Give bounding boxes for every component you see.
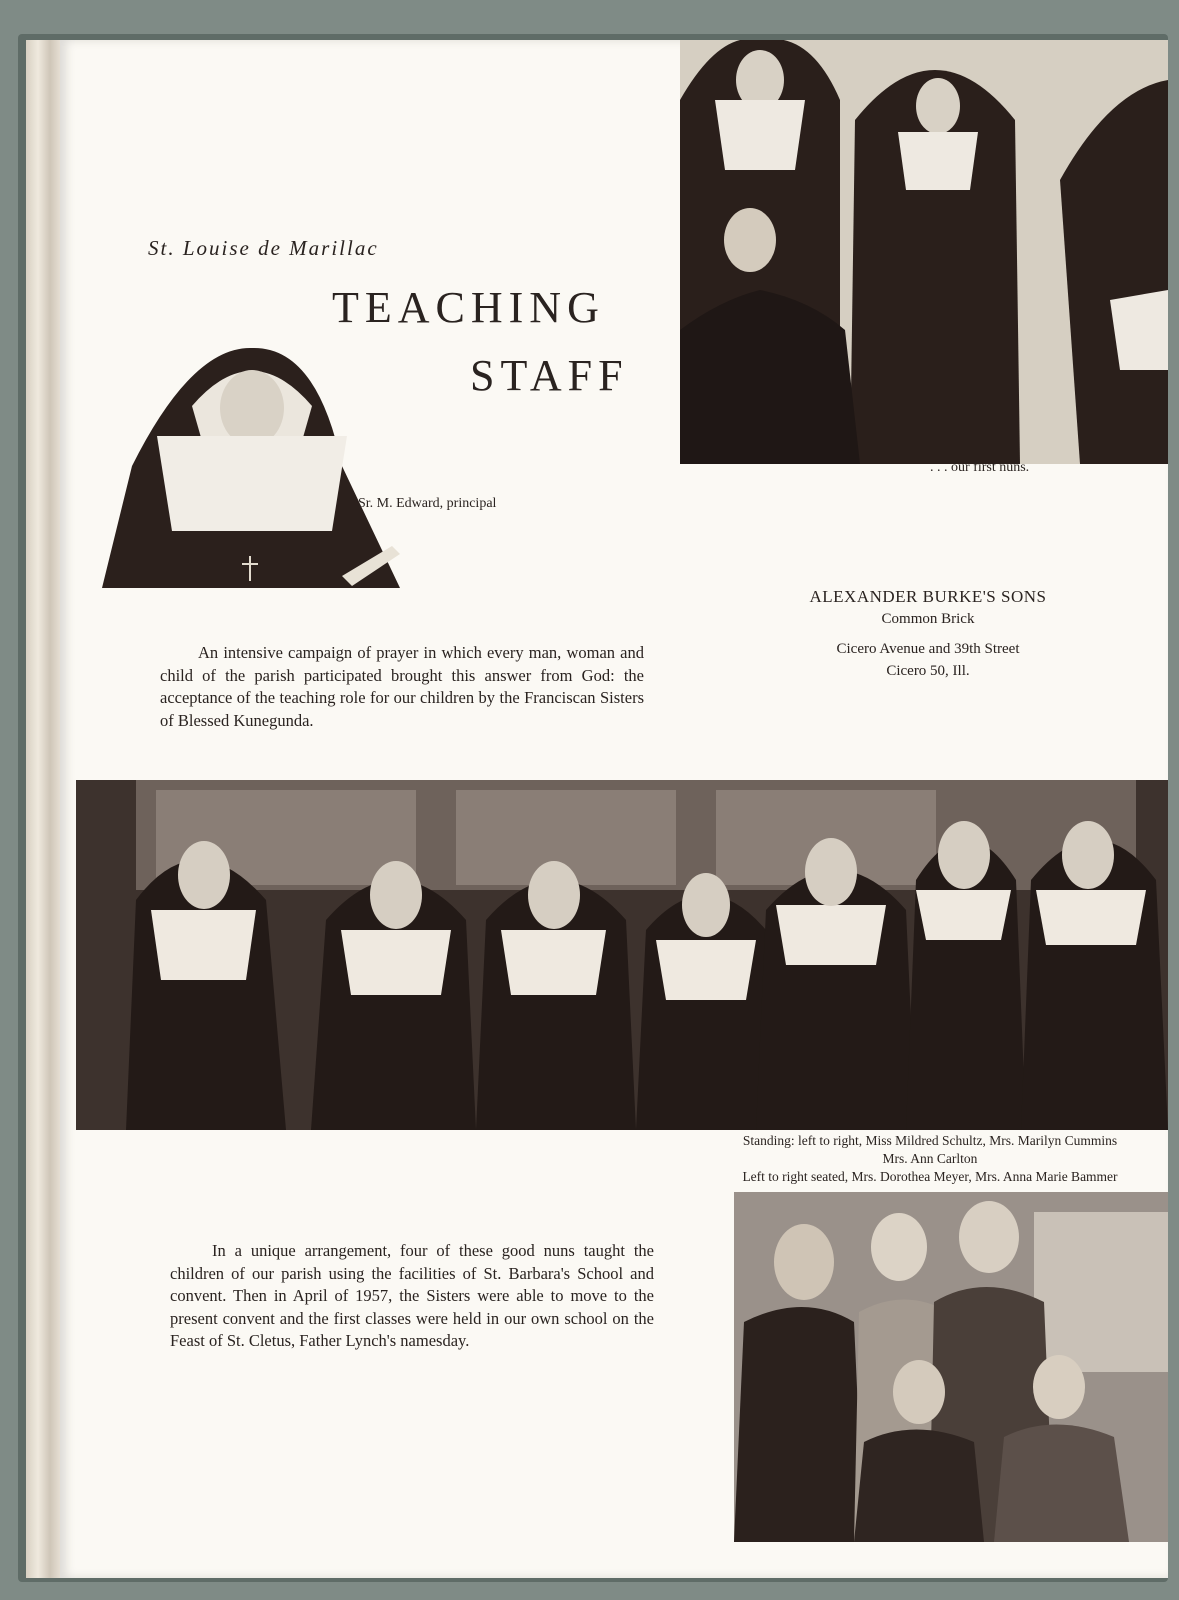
principal-photo xyxy=(102,346,400,588)
lay-caption-line1: Standing: left to right, Miss Mildred Schultz, Mrs. Marilyn Cummins xyxy=(742,1133,1118,1148)
yearbook-page xyxy=(60,40,1168,1578)
lay-caption-line2: Mrs. Ann Carlton xyxy=(882,1151,978,1166)
lay-caption-line3: Left to right seated, Mrs. Dorothea Meyer, Mrs. Anna Marie Bammer xyxy=(742,1169,1118,1184)
ad-address-line2: Cicero 50, Ill. xyxy=(886,663,970,679)
principal-caption: Sr. M. Edward, principal xyxy=(358,496,497,511)
ad-company: ALEXANDER BURKE'S SONS xyxy=(809,587,1047,606)
ad-product: Common Brick xyxy=(881,611,975,627)
lay-teachers-caption xyxy=(700,1132,1160,1186)
ad-address-line1: Cicero Avenue and 39th Street xyxy=(836,641,1020,657)
sisters-group-photo xyxy=(76,780,1168,1130)
first-nuns-photo xyxy=(680,40,1168,464)
history-paragraph: In a unique arrangement, four of these good nuns taught the children of our parish using the facilities of St. Barbara's School and convent. Then in April of 1957, the Sisters were able to move to the present convent and the first classes were held in our own school on the Feast of St. Cletus, Father Lynch's namesday. xyxy=(170,1241,654,1350)
page-title-line1: TEACHING xyxy=(332,283,605,332)
advertisement xyxy=(778,586,1078,682)
intro-paragraph: An intensive campaign of prayer in which every man, woman and child of the parish participated brought this answer from God: the acceptance of the teaching role for our children by the Franciscan Sisters of Blessed Kunegunda. xyxy=(160,643,644,730)
first-nuns-caption: . . . our first nuns. xyxy=(930,460,1030,475)
page-title-line2: STAFF xyxy=(470,351,629,400)
lay-teachers-photo xyxy=(734,1192,1168,1542)
page-subtitle: St. Louise de Marillac xyxy=(148,236,379,260)
